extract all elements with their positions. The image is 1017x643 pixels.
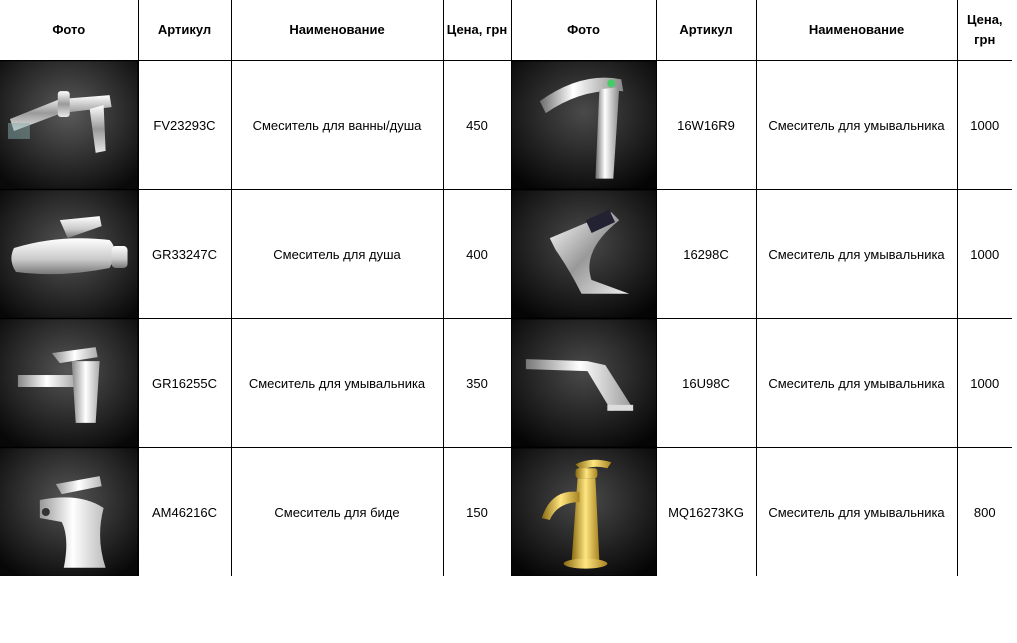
header-photo: Фото	[511, 0, 656, 61]
product-photo	[511, 319, 656, 448]
price-cell: 1000	[957, 319, 1012, 448]
header-name: Наименование	[231, 0, 443, 61]
name-cell: Смеситель для душа	[231, 190, 443, 319]
product-photo	[511, 448, 656, 577]
name-cell: Смеситель для умывальника	[756, 61, 957, 190]
header-price: Цена, грн	[957, 0, 1012, 61]
gold-basin-faucet-icon	[512, 448, 656, 576]
table-row	[0, 319, 1012, 448]
product-photo	[0, 61, 138, 190]
name-cell: Смеситель для ванны/душа	[231, 61, 443, 190]
name-cell: Смеситель для умывальника	[756, 448, 957, 577]
price-cell: 150	[443, 448, 511, 577]
article-cell: 16W16R9	[656, 61, 756, 190]
price-cell: 450	[443, 61, 511, 190]
header-article: Артикул	[138, 0, 231, 61]
header-photo: Фото	[0, 0, 138, 61]
product-photo	[511, 190, 656, 319]
header-article: Артикул	[656, 0, 756, 61]
bidet-mixer-icon	[0, 448, 138, 576]
article-cell: MQ16273KG	[656, 448, 756, 577]
name-cell: Смеситель для умывальника	[231, 319, 443, 448]
price-cell: 800	[957, 448, 1012, 577]
article-cell: GR16255C	[138, 319, 231, 448]
table-row	[0, 448, 1012, 577]
article-cell: GR33247C	[138, 190, 231, 319]
product-photo	[511, 61, 656, 190]
table-row	[0, 61, 1012, 190]
bath-shower-mixer-icon	[0, 61, 138, 189]
shower-mixer-icon	[0, 190, 138, 318]
price-cell: 1000	[957, 61, 1012, 190]
table-row	[0, 190, 1012, 319]
article-cell: 16U98C	[656, 319, 756, 448]
price-cell: 1000	[957, 190, 1012, 319]
product-photo	[0, 319, 138, 448]
article-cell: FV23293C	[138, 61, 231, 190]
product-photo	[0, 448, 138, 577]
basin-mixer-icon	[0, 319, 138, 447]
product-photo	[0, 190, 138, 319]
header-name: Наименование	[756, 0, 957, 61]
basin-flat-faucet-icon	[512, 319, 656, 447]
name-cell: Смеситель для биде	[231, 448, 443, 577]
article-cell: 16298C	[656, 190, 756, 319]
basin-curved-faucet-icon	[512, 190, 656, 318]
header-price: Цена, грн	[443, 0, 511, 61]
name-cell: Смеситель для умывальника	[756, 190, 957, 319]
price-cell: 400	[443, 190, 511, 319]
article-cell: AM46216C	[138, 448, 231, 577]
price-cell: 350	[443, 319, 511, 448]
basin-tall-faucet-icon	[512, 61, 656, 189]
name-cell: Смеситель для умывальника	[756, 319, 957, 448]
header-row	[0, 0, 1012, 61]
